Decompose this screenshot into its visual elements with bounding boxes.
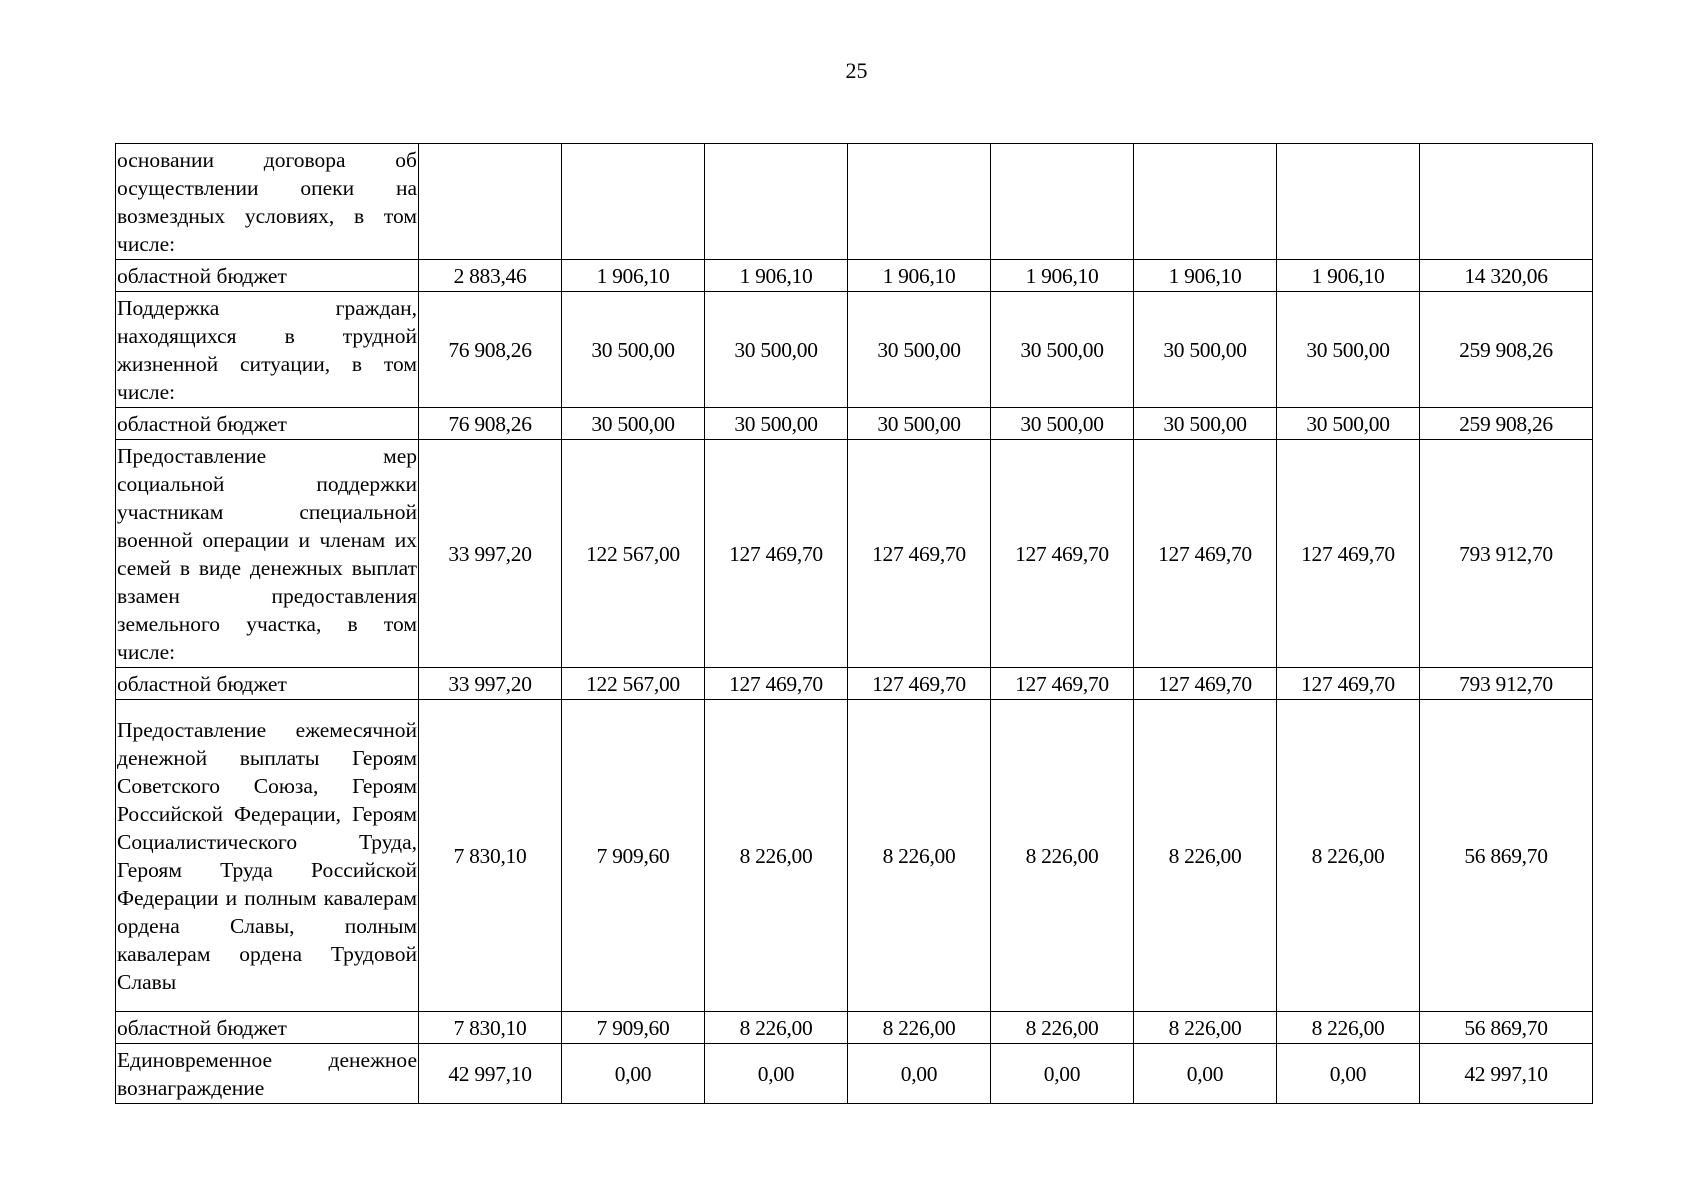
budget-table <box>115 143 1593 1104</box>
total-cell: 259 908,26 <box>1420 408 1593 440</box>
page-number: 25 <box>845 58 868 83</box>
total-cell: 56 869,70 <box>1420 700 1593 1012</box>
table-row <box>116 1044 1593 1104</box>
row-label: Единовременное денежное вознаграждение <box>116 1044 419 1104</box>
total-cell: 793 912,70 <box>1420 668 1593 700</box>
row-label: областной бюджет <box>116 668 419 700</box>
value-cell: 1 906,10 <box>1277 260 1420 292</box>
value-cell: 7 909,60 <box>562 1012 705 1044</box>
value-cell: 127 469,70 <box>705 668 848 700</box>
value-cell: 0,00 <box>848 1044 991 1104</box>
value-cell: 8 226,00 <box>705 700 848 1012</box>
row-label: областной бюджет <box>116 1012 419 1044</box>
value-cell: 1 906,10 <box>1134 260 1277 292</box>
value-cell: 127 469,70 <box>1277 440 1420 668</box>
value-cell: 8 226,00 <box>1134 1012 1277 1044</box>
value-cell <box>848 144 991 260</box>
value-cell: 30 500,00 <box>562 292 705 408</box>
value-cell: 76 908,26 <box>419 408 562 440</box>
value-cell: 127 469,70 <box>1134 668 1277 700</box>
row-label: Предоставление ежемесячной денежной выплаты Героям Советского Союза, Героям Российской Федерации, Героям Социалистического Труда, Героям Труда Российской Федерации и полным кавалерам ордена Славы, полным кавалерам ордена Трудовой Славы <box>116 700 419 1012</box>
value-cell: 30 500,00 <box>991 292 1134 408</box>
table-row <box>116 668 1593 700</box>
value-cell: 127 469,70 <box>991 440 1134 668</box>
value-cell: 122 567,00 <box>562 440 705 668</box>
value-cell: 7 830,10 <box>419 1012 562 1044</box>
value-cell: 127 469,70 <box>705 440 848 668</box>
table-row <box>116 408 1593 440</box>
total-cell: 56 869,70 <box>1420 1012 1593 1044</box>
total-cell: 793 912,70 <box>1420 440 1593 668</box>
row-label: областной бюджет <box>116 260 419 292</box>
row-label: областной бюджет <box>116 408 419 440</box>
total-cell: 259 908,26 <box>1420 292 1593 408</box>
value-cell: 1 906,10 <box>991 260 1134 292</box>
value-cell: 7 830,10 <box>419 700 562 1012</box>
table-row <box>116 1012 1593 1044</box>
value-cell: 2 883,46 <box>419 260 562 292</box>
value-cell: 30 500,00 <box>1134 292 1277 408</box>
value-cell: 8 226,00 <box>1134 700 1277 1012</box>
row-label: Поддержка граждан, находящихся в трудной жизненной ситуации, в том числе: <box>116 292 419 408</box>
value-cell: 8 226,00 <box>1277 700 1420 1012</box>
value-cell: 30 500,00 <box>848 408 991 440</box>
value-cell <box>419 144 562 260</box>
value-cell: 0,00 <box>991 1044 1134 1104</box>
value-cell: 8 226,00 <box>1277 1012 1420 1044</box>
total-cell <box>1420 144 1593 260</box>
row-label: основании договора об осуществлении опеки на возмездных условиях, в том числе: <box>116 144 419 260</box>
table-row <box>116 144 1593 260</box>
value-cell: 30 500,00 <box>1277 292 1420 408</box>
value-cell: 1 906,10 <box>705 260 848 292</box>
value-cell: 30 500,00 <box>562 408 705 440</box>
value-cell: 30 500,00 <box>848 292 991 408</box>
value-cell: 30 500,00 <box>991 408 1134 440</box>
table-row <box>116 440 1593 668</box>
value-cell: 1 906,10 <box>848 260 991 292</box>
value-cell: 42 997,10 <box>419 1044 562 1104</box>
value-cell: 8 226,00 <box>991 1012 1134 1044</box>
value-cell: 30 500,00 <box>1277 408 1420 440</box>
row-label: Предоставление мер социальной поддержки участникам специальной военной операции и членам их семей в виде денежных выплат взамен предоставления земельного участка, в том числе: <box>116 440 419 668</box>
total-cell: 14 320,06 <box>1420 260 1593 292</box>
value-cell: 76 908,26 <box>419 292 562 408</box>
value-cell: 127 469,70 <box>848 668 991 700</box>
total-cell: 42 997,10 <box>1420 1044 1593 1104</box>
value-cell: 0,00 <box>562 1044 705 1104</box>
value-cell: 127 469,70 <box>1134 440 1277 668</box>
value-cell: 0,00 <box>1277 1044 1420 1104</box>
value-cell: 33 997,20 <box>419 668 562 700</box>
value-cell: 127 469,70 <box>848 440 991 668</box>
value-cell: 30 500,00 <box>705 292 848 408</box>
value-cell: 122 567,00 <box>562 668 705 700</box>
value-cell: 7 909,60 <box>562 700 705 1012</box>
table-row <box>116 292 1593 408</box>
value-cell: 8 226,00 <box>848 700 991 1012</box>
value-cell: 0,00 <box>1134 1044 1277 1104</box>
value-cell: 0,00 <box>705 1044 848 1104</box>
table-row <box>116 700 1593 1012</box>
value-cell: 1 906,10 <box>562 260 705 292</box>
value-cell <box>991 144 1134 260</box>
value-cell: 127 469,70 <box>991 668 1134 700</box>
value-cell: 33 997,20 <box>419 440 562 668</box>
value-cell <box>562 144 705 260</box>
value-cell: 127 469,70 <box>1277 668 1420 700</box>
value-cell <box>705 144 848 260</box>
value-cell: 30 500,00 <box>705 408 848 440</box>
value-cell <box>1134 144 1277 260</box>
value-cell <box>1277 144 1420 260</box>
value-cell: 8 226,00 <box>991 700 1134 1012</box>
table-row <box>116 260 1593 292</box>
value-cell: 8 226,00 <box>705 1012 848 1044</box>
value-cell: 30 500,00 <box>1134 408 1277 440</box>
value-cell: 8 226,00 <box>848 1012 991 1044</box>
